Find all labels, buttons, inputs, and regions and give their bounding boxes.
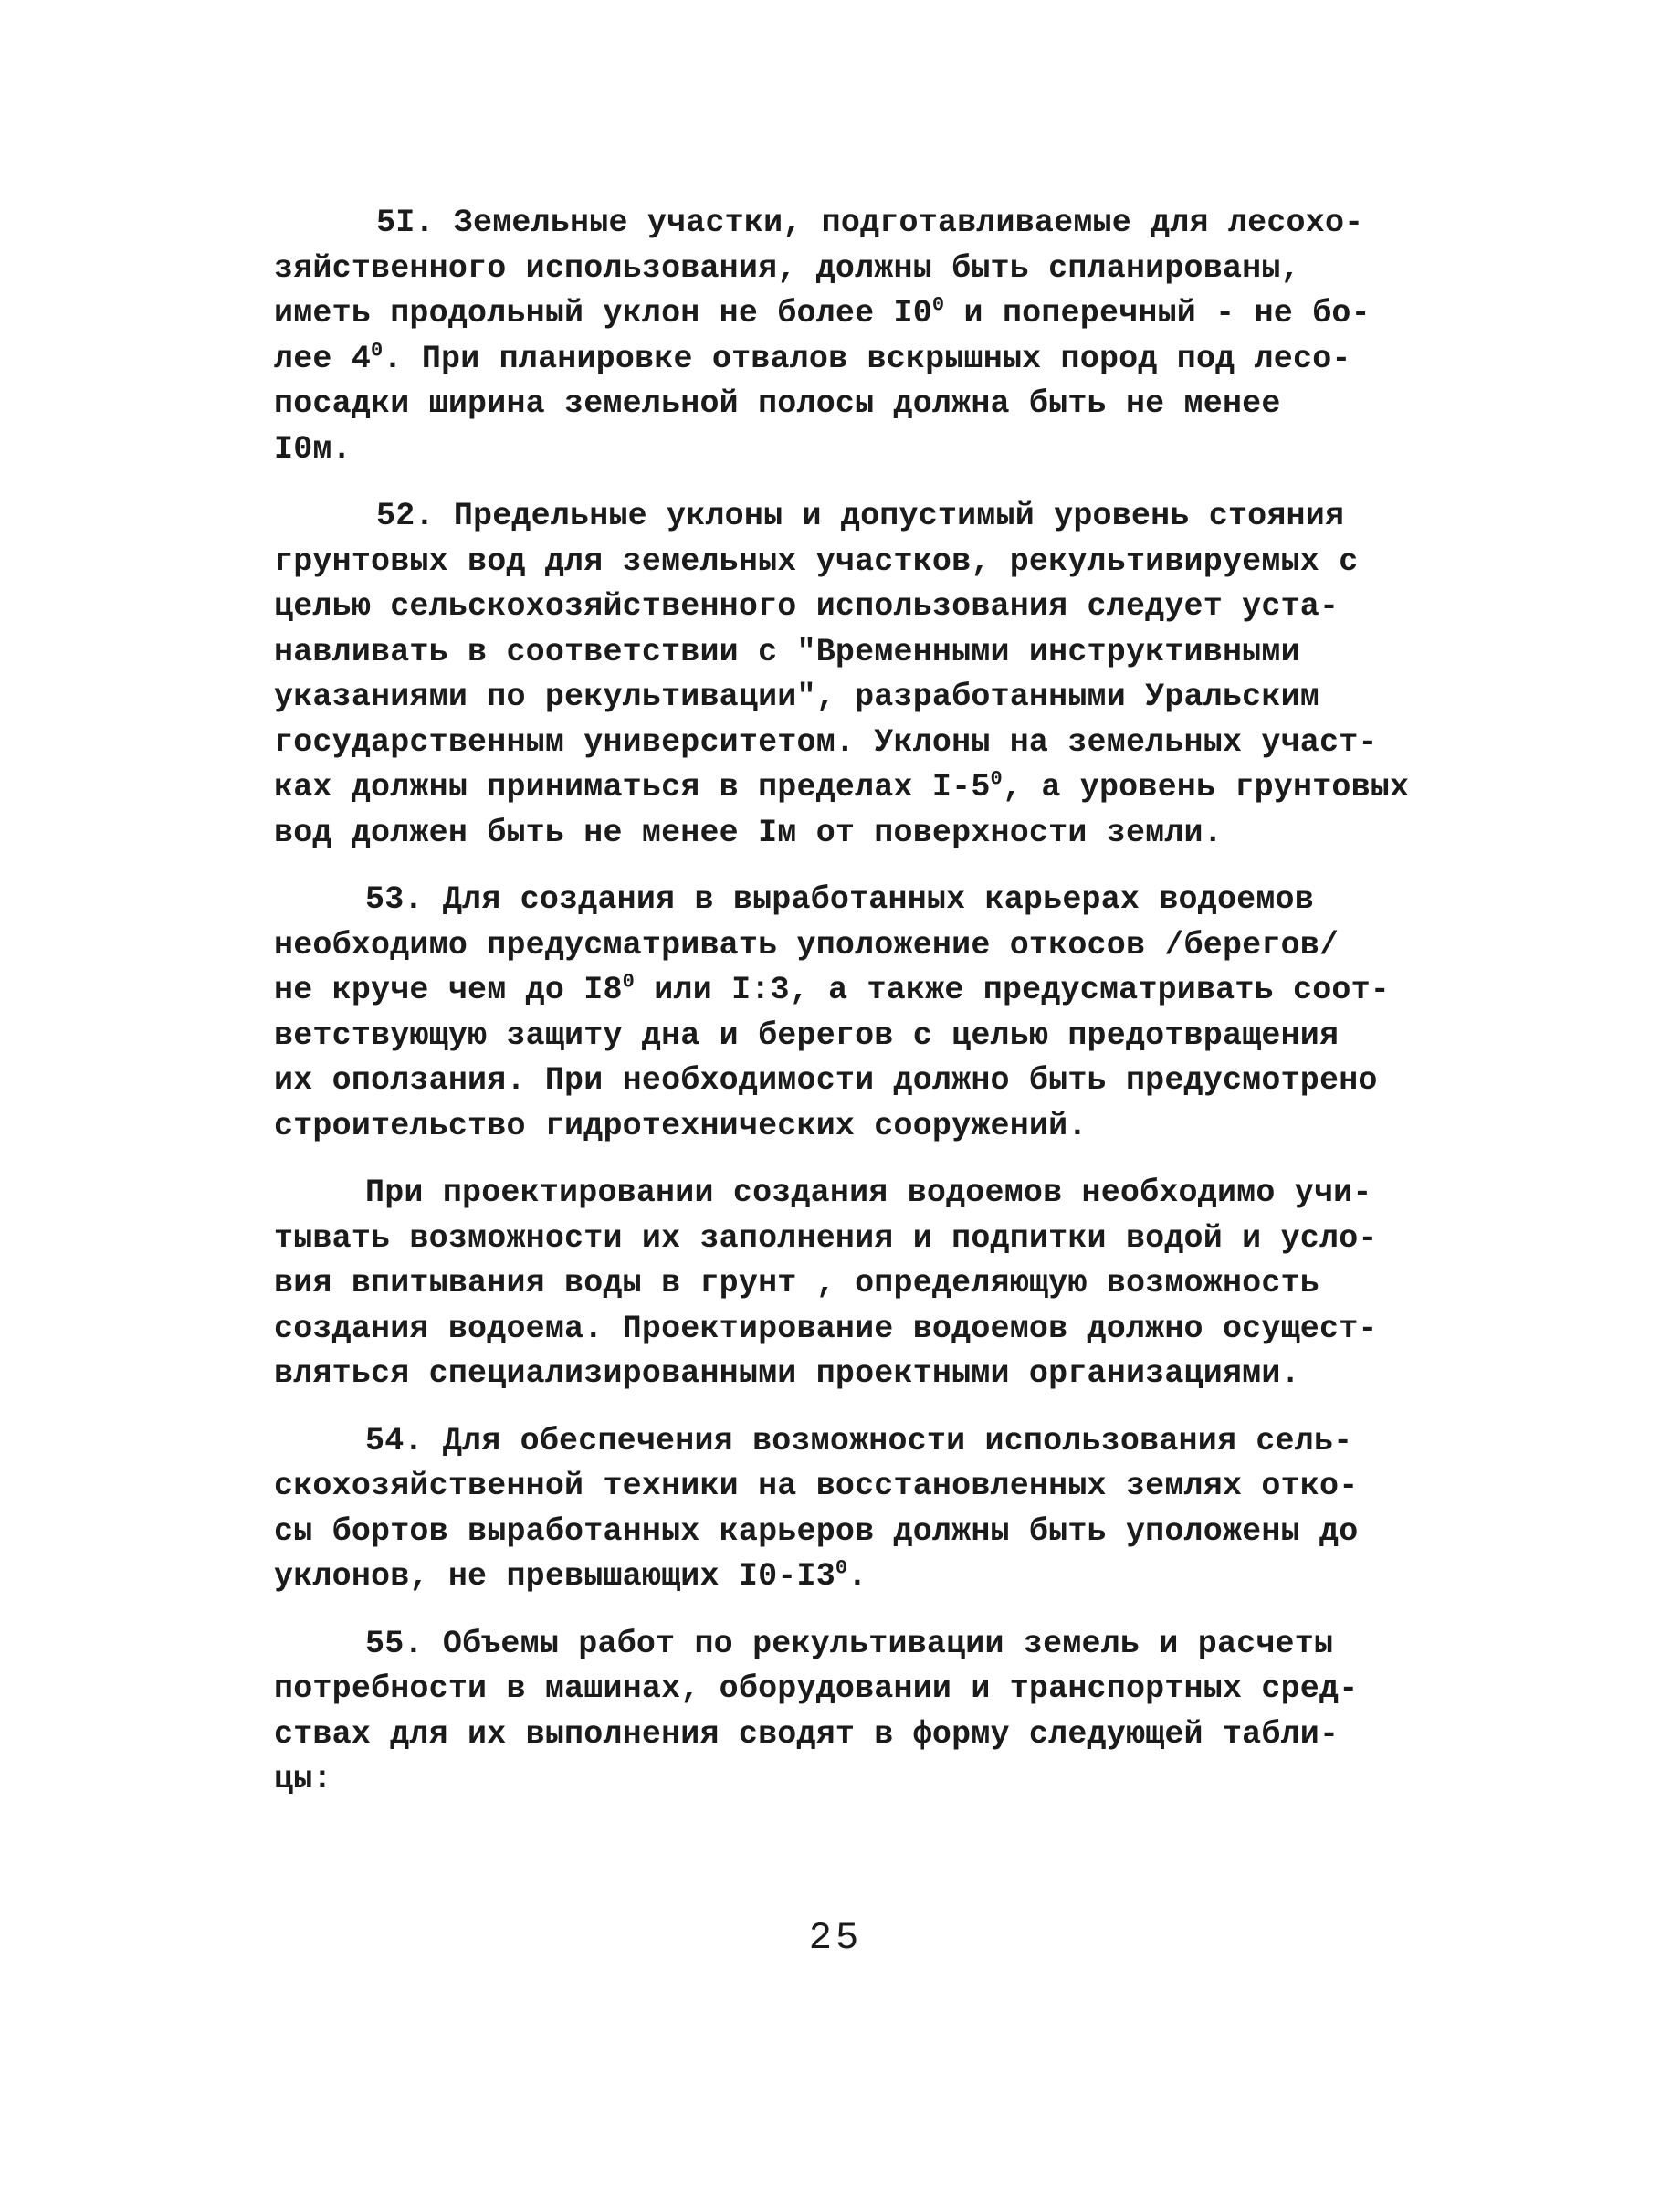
text-line: ствах для их выполнения сводят в форму следующей табли- bbox=[274, 1715, 1340, 1753]
paragraph-51 bbox=[274, 201, 1406, 472]
text-line: При проектировании создания водоемов необходимо учи- bbox=[365, 1174, 1372, 1211]
text-fragment: . bbox=[847, 1558, 867, 1595]
degree-superscript: 0 bbox=[371, 338, 384, 362]
text-line: I0м. bbox=[274, 430, 352, 468]
degree-superscript: 0 bbox=[990, 767, 1003, 791]
page-number: 25 bbox=[808, 1916, 863, 1960]
text-line bbox=[274, 968, 1406, 1014]
paragraph-54 bbox=[274, 1419, 1406, 1600]
text-line: 54. Для обеспечения возможности использования сель- bbox=[365, 1422, 1353, 1459]
text-line: указаниями по рекультивации", разработанными Уральским bbox=[274, 679, 1319, 715]
text-fragment: . При планировке отвалов вскрышных пород под лесо- bbox=[383, 340, 1351, 377]
degree-superscript: 0 bbox=[931, 293, 945, 317]
text-fragment: , а уровень грунтовых bbox=[1002, 769, 1410, 806]
text-line: тывать возможности их заполнения и подпитки водой и усло- bbox=[274, 1219, 1378, 1257]
text-fragment: ках должны приниматься в пределах I-5 bbox=[274, 769, 991, 806]
text-fragment: или I:3, а также предусматривать соот- bbox=[635, 972, 1391, 1008]
text-line: необходимо предусматривать уположение откосов /берегов/ bbox=[274, 926, 1340, 964]
paragraph-52 bbox=[274, 494, 1410, 856]
text-line: ветствующую защиту дна и берегов с целью предотвращения bbox=[274, 1016, 1340, 1054]
paragraph-53 bbox=[274, 878, 1406, 1149]
text-fragment: не круче чем до I8 bbox=[274, 972, 623, 1008]
text-line: посадки ширина земельной полосы должна быть не менее bbox=[274, 385, 1281, 422]
text-fragment: и поперечный - не бо- bbox=[944, 295, 1371, 332]
text-line bbox=[274, 337, 1406, 383]
text-fragment: уклонов, не превышающих I0-I3 bbox=[274, 1558, 836, 1595]
text-line: зяйственного использования, должны быть спланированы, bbox=[274, 249, 1300, 287]
text-fragment: лее 4 bbox=[274, 340, 372, 377]
text-line: потребности в машинах, оборудовании и транспортных сред- bbox=[274, 1670, 1359, 1707]
text-line: вод должен быть не менее Iм от поверхности земли. bbox=[274, 814, 1223, 851]
document-body bbox=[274, 201, 1410, 1825]
degree-superscript: 0 bbox=[835, 1556, 848, 1580]
text-fragment: иметь продольный уклон не более I0 bbox=[274, 295, 932, 332]
text-line: вия впитывания воды в грунт , определяющую возможность bbox=[274, 1265, 1319, 1301]
text-line: целью сельскохозяйственного использования следует уста- bbox=[274, 588, 1340, 625]
text-line bbox=[274, 291, 1406, 337]
degree-superscript: 0 bbox=[622, 970, 636, 994]
text-line: 55. Объемы работ по рекультивации земель и расчеты bbox=[365, 1625, 1334, 1662]
text-line: цы: bbox=[274, 1761, 332, 1797]
text-line: скохозяйственной техники на восстановленных землях отко- bbox=[274, 1468, 1359, 1504]
text-line bbox=[274, 1554, 1406, 1600]
text-line: грунтовых вод для земельных участков, рекультивируемых с bbox=[274, 542, 1359, 580]
paragraph-55 bbox=[274, 1622, 1406, 1803]
text-line: их оползания. При необходимости должно быть предусмотрено bbox=[274, 1062, 1378, 1099]
text-line: вляться специализированными проектными организациями. bbox=[274, 1355, 1300, 1392]
text-line: государственным университетом. Уклоны на земельных участ- bbox=[274, 723, 1378, 761]
text-line: 53. Для создания в выработанных карьерах водоемов bbox=[365, 881, 1314, 918]
text-line: строительство гидротехнических сооружений. bbox=[274, 1107, 1088, 1144]
text-line: 52. Предельные уклоны и допустимый уровень стояния bbox=[376, 498, 1345, 534]
text-line: навливать в соответствии с "Временными инструктивными bbox=[274, 633, 1300, 670]
text-line: создания водоема. Проектирование водоемов должно осущест- bbox=[274, 1310, 1378, 1347]
text-line: сы бортов выработанных карьеров должны быть уположены до bbox=[274, 1512, 1359, 1550]
text-line bbox=[274, 765, 1410, 811]
paragraph-53-continued bbox=[274, 1171, 1406, 1397]
text-line: 5I. Земельные участки, подготавливаемые для лесохо- bbox=[376, 205, 1364, 241]
